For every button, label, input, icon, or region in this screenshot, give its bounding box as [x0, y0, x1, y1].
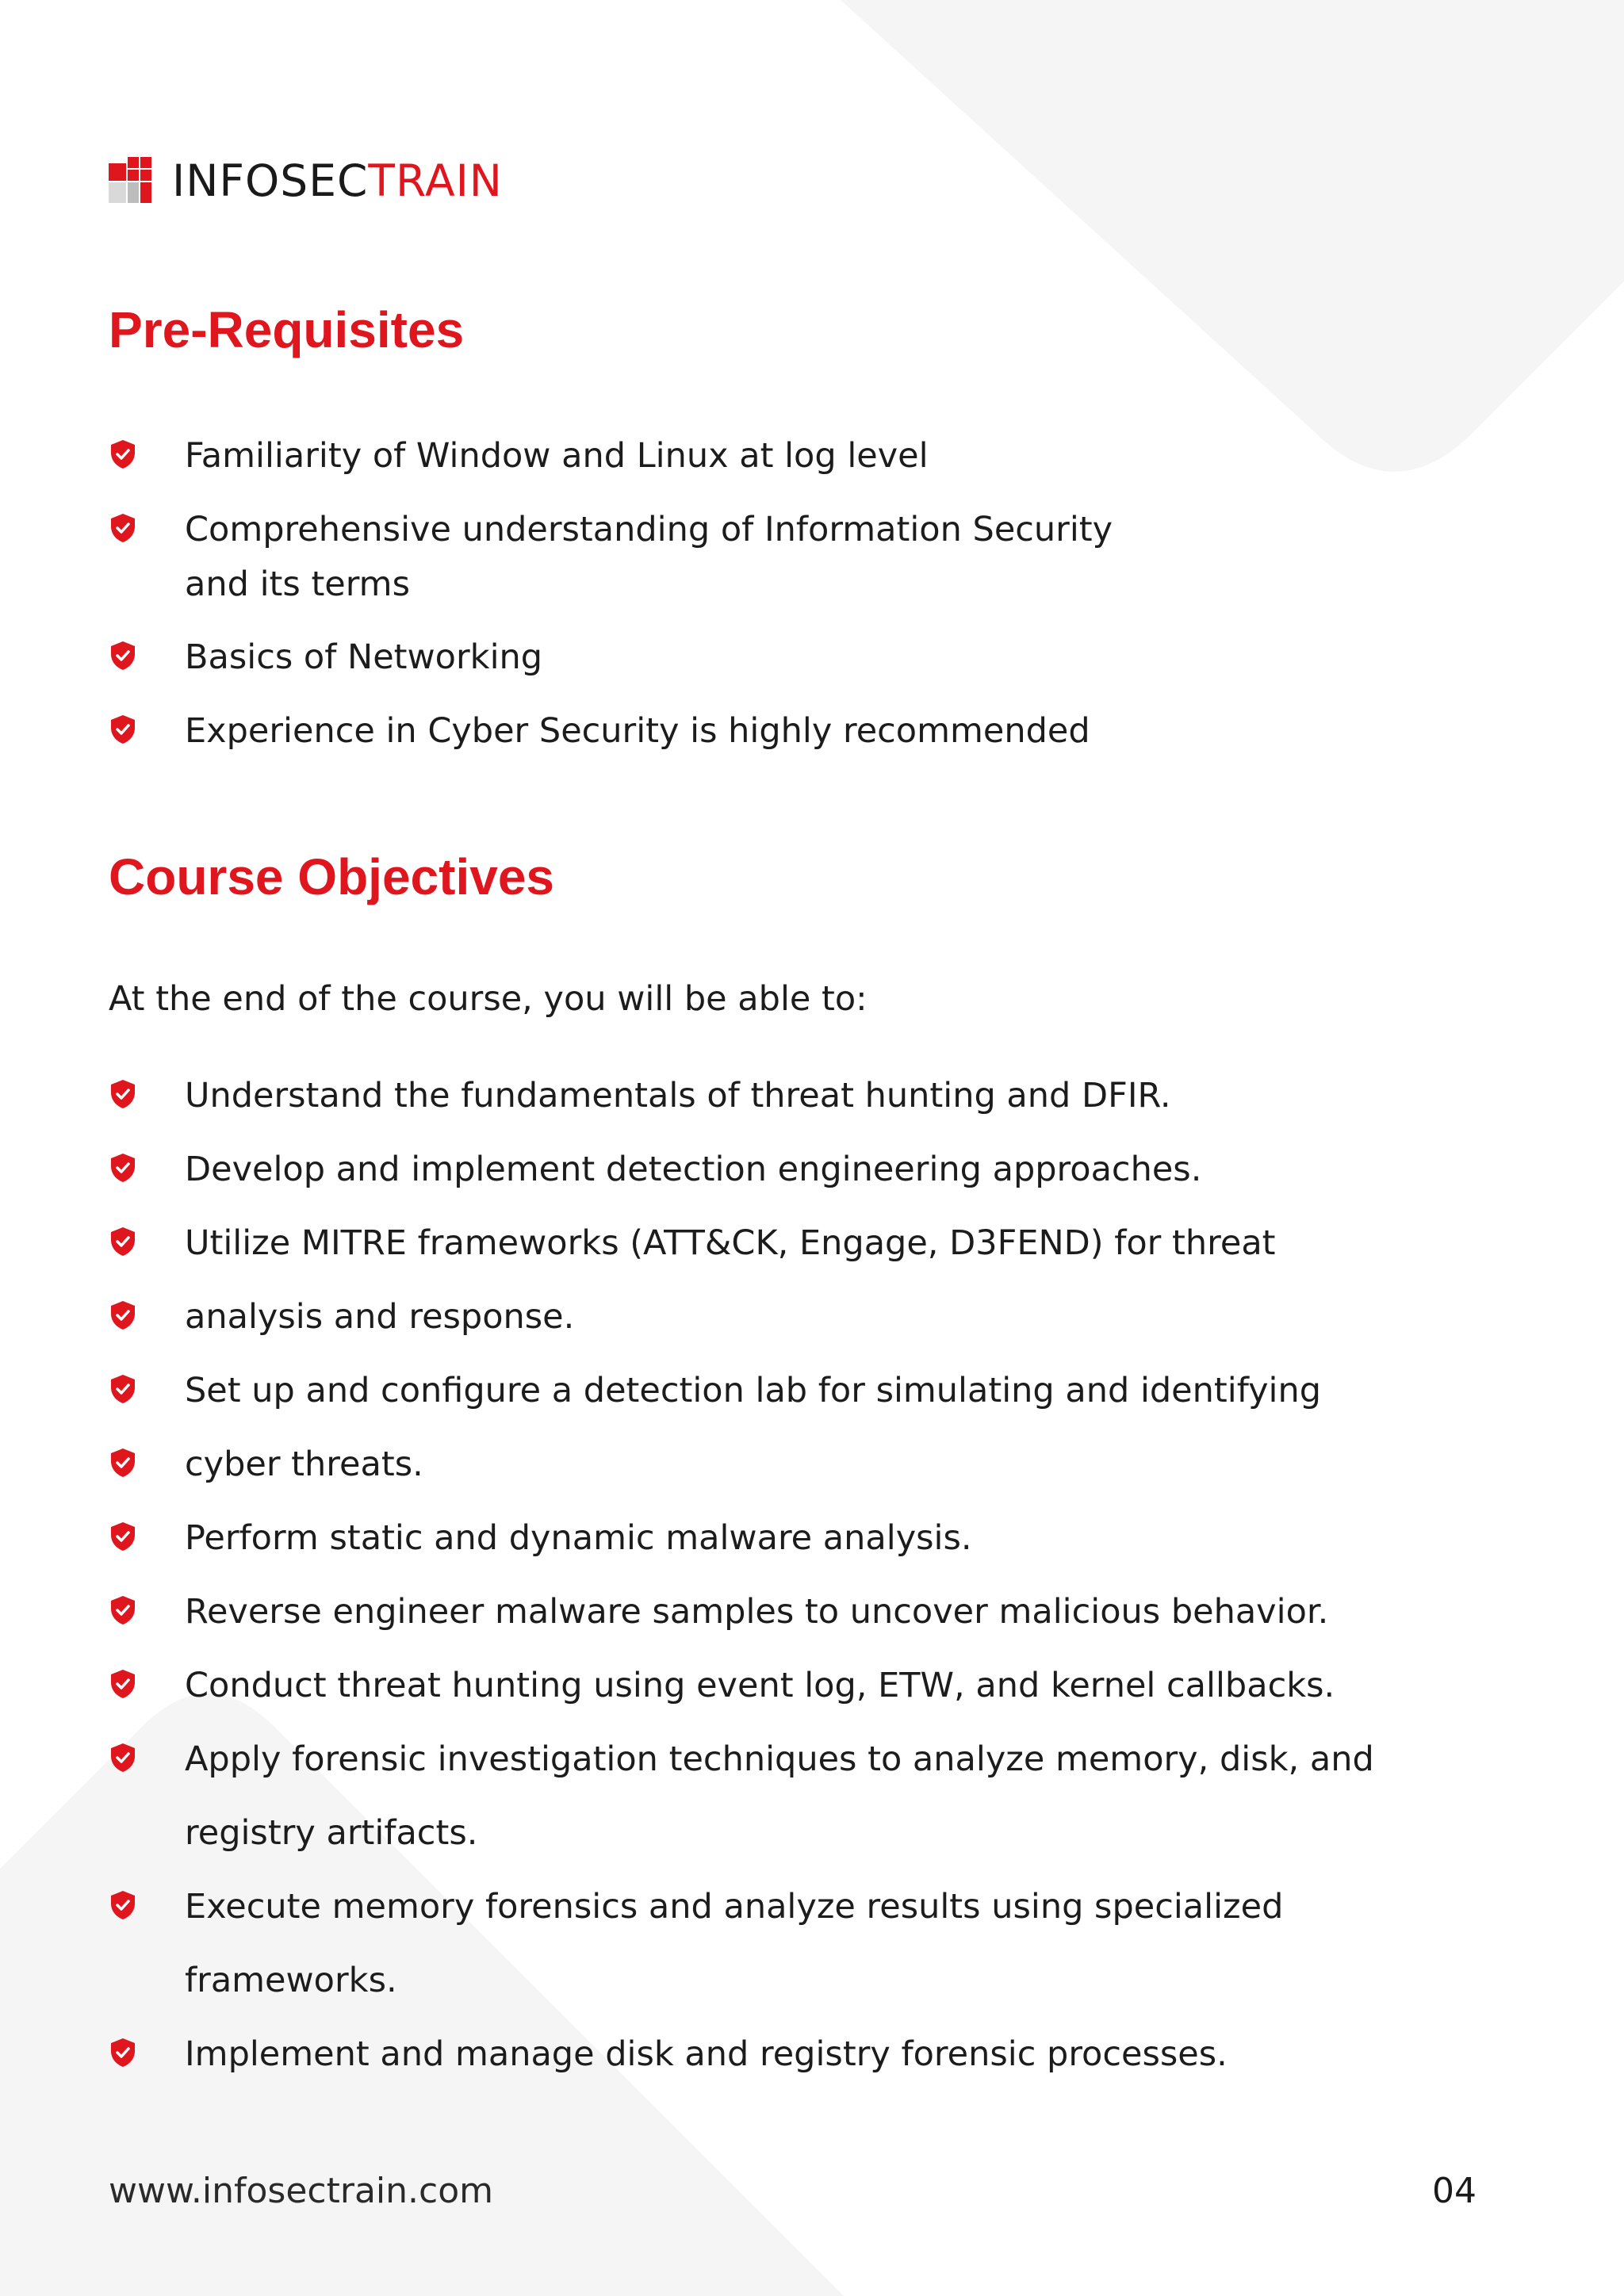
- shield-check-icon: [109, 640, 137, 672]
- shield-check-icon: [109, 2037, 137, 2068]
- logo-wordmark: [172, 156, 503, 205]
- objective-text: Conduct threat hunting using event log, ETW, and kernel callbacks.: [185, 1666, 1335, 1705]
- shield-check-icon: [109, 1373, 137, 1405]
- prerequisite-item: [109, 503, 1457, 612]
- shield-check-icon: [109, 1299, 137, 1331]
- prerequisites-title: Pre-Requisites: [109, 301, 465, 358]
- objective-text-line-1: Execute memory forensics and analyze results using specialized: [185, 1887, 1284, 1927]
- objective-text: Perform static and dynamic malware analysis.: [185, 1518, 972, 1558]
- shield-check-icon: [109, 1594, 137, 1626]
- shield-check-icon: [109, 438, 137, 470]
- shield-check-icon: [109, 1521, 137, 1552]
- objective-item: [109, 1437, 1457, 1492]
- prerequisite-text: Familiarity of Window and Linux at log level: [185, 436, 929, 476]
- prerequisite-text: [185, 503, 1113, 612]
- objective-item: [109, 2027, 1457, 2082]
- objective-item: [109, 1364, 1457, 1418]
- objective-item: [109, 1511, 1457, 1566]
- objective-item: [109, 1290, 1457, 1345]
- prerequisite-text: Basics of Networking: [185, 637, 543, 677]
- shield-check-icon: [109, 1078, 137, 1110]
- objective-text: Reverse engineer malware samples to uncover malicious behavior.: [185, 1592, 1329, 1632]
- brand-logo: [109, 156, 503, 205]
- shield-check-icon: [109, 1742, 137, 1774]
- shield-check-icon: [109, 512, 137, 544]
- infosectrain-logo-mark-icon: [109, 157, 153, 205]
- objective-text: Set up and configure a detection lab for simulating and identifying: [185, 1371, 1322, 1410]
- page-number: 04: [1432, 2171, 1477, 2211]
- objective-text-line-1: Apply forensic investigation techniques to analyze memory, disk, and: [185, 1739, 1374, 1779]
- objective-text: Implement and manage disk and registry forensic processes.: [185, 2034, 1228, 2074]
- prerequisite-text: Experience in Cyber Security is highly recommended: [185, 711, 1090, 751]
- background-shape-top-right: [841, 0, 1624, 472]
- objective-text: [185, 1723, 1374, 1870]
- objective-item: [109, 1732, 1457, 1870]
- objective-item: [109, 1069, 1457, 1123]
- objective-item: [109, 1142, 1457, 1197]
- logo-wordmark-dark: INFOSEC: [172, 155, 369, 206]
- objective-text: analysis and response.: [185, 1297, 575, 1337]
- prerequisite-text-line-2: and its terms: [185, 564, 410, 604]
- objective-text: Develop and implement detection engineering approaches.: [185, 1150, 1202, 1189]
- footer-website-link[interactable]: www.infosectrain.com: [109, 2171, 493, 2211]
- shield-check-icon: [109, 1889, 137, 1921]
- prerequisite-item: [109, 429, 1457, 484]
- prerequisite-item: [109, 704, 1457, 759]
- objective-text-line-2: registry artifacts.: [185, 1813, 478, 1853]
- objective-item: [109, 1585, 1457, 1640]
- objective-text: Understand the fundamentals of threat hunting and DFIR.: [185, 1076, 1171, 1115]
- objectives-intro: At the end of the course, you will be able to:: [109, 979, 868, 1019]
- objective-item: [109, 1216, 1457, 1271]
- shield-check-icon: [109, 714, 137, 745]
- objective-text-line-2: frameworks.: [185, 1961, 397, 2000]
- objective-text: [185, 1870, 1283, 2018]
- prerequisite-text-line-1: Comprehensive understanding of Information Security: [185, 510, 1113, 549]
- objective-item: [109, 1880, 1457, 2018]
- objective-text: cyber threats.: [185, 1445, 423, 1484]
- objective-item: [109, 1659, 1457, 1713]
- prerequisite-item: [109, 630, 1457, 685]
- logo-wordmark-red: TRAIN: [368, 155, 503, 206]
- shield-check-icon: [109, 1668, 137, 1700]
- objectives-title: Course Objectives: [109, 848, 554, 905]
- objective-text: Utilize MITRE frameworks (ATT&CK, Engage, D3FEND) for threat: [185, 1223, 1276, 1263]
- shield-check-icon: [109, 1226, 137, 1257]
- shield-check-icon: [109, 1447, 137, 1479]
- shield-check-icon: [109, 1152, 137, 1184]
